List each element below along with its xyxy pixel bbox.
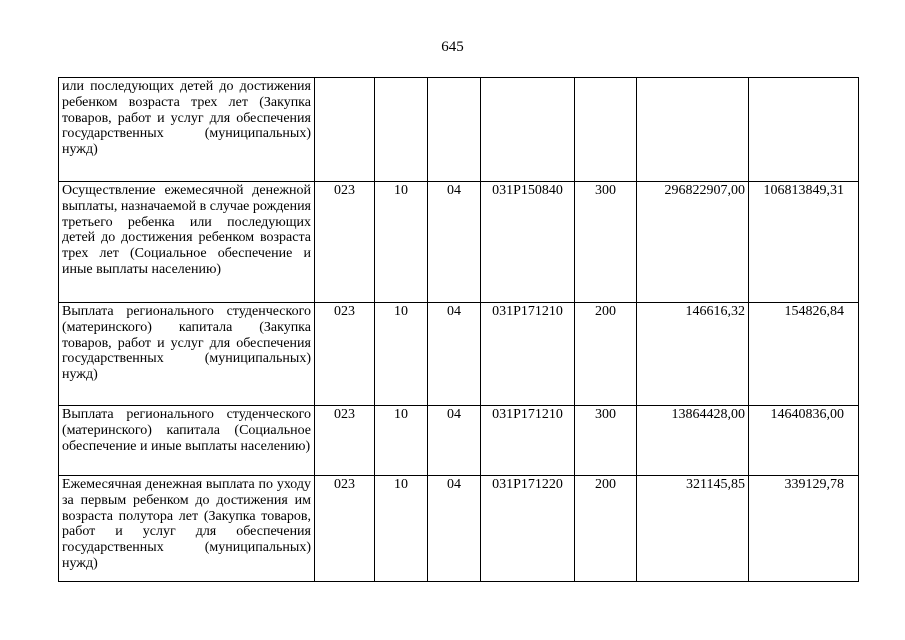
row-description: Осуществление ежемесячной денежной выплаты, назначаемой в случае рождения третьего ребенка или последующих детей до достижения ребенком возраста трех лет (Социальное обеспечение и иные выплаты населению) (59, 182, 315, 303)
row-expense-type: 300 (575, 406, 637, 476)
row-section-code: 10 (375, 476, 428, 582)
row-amount-year-2: 154826,84 (749, 303, 859, 406)
row-ministry-code: 023 (315, 476, 375, 582)
row-description: Выплата регионального студенческого (материнского) капитала (Социальное обеспечение и иные выплаты населению) (59, 406, 315, 476)
row-amount-year-2: 14640836,00 (749, 406, 859, 476)
row-ministry-code: 023 (315, 406, 375, 476)
row-amount-year-2: 339129,78 (749, 476, 859, 582)
table-row (59, 78, 859, 182)
row-expense-type: 300 (575, 182, 637, 303)
row-section-code: 10 (375, 406, 428, 476)
row-target-article: 031P171220 (481, 476, 575, 582)
row-target-article: 031P171210 (481, 303, 575, 406)
row-amount-year-2: 106813849,31 (749, 182, 859, 303)
row-ministry-code: 023 (315, 303, 375, 406)
row-target-article: 031P171210 (481, 406, 575, 476)
row-target-article (481, 78, 575, 182)
row-subsection-code: 04 (428, 303, 481, 406)
row-amount-year-1: 146616,32 (637, 303, 749, 406)
table-row (59, 406, 859, 476)
table-row (59, 476, 859, 582)
row-subsection-code (428, 78, 481, 182)
row-ministry-code: 023 (315, 182, 375, 303)
row-description: Ежемесячная денежная выплата по уходу за первым ребенком до достижения им возраста полутора лет (Закупка товаров, работ и услуг для обеспечения государственных (муниципальных) нужд) (59, 476, 315, 582)
row-section-code (375, 78, 428, 182)
row-amount-year-2 (749, 78, 859, 182)
row-section-code: 10 (375, 303, 428, 406)
row-amount-year-1: 321145,85 (637, 476, 749, 582)
row-expense-type: 200 (575, 476, 637, 582)
row-expense-type (575, 78, 637, 182)
row-subsection-code: 04 (428, 476, 481, 582)
row-description: или последующих детей до достижения ребенком возраста трех лет (Закупка товаров, работ и услуг для обеспечения государственных (муниципальных) нужд) (59, 78, 315, 182)
row-subsection-code: 04 (428, 406, 481, 476)
row-subsection-code: 04 (428, 182, 481, 303)
row-description: Выплата регионального студенческого (материнского) капитала (Закупка товаров, работ и услуг для обеспечения государственных (муниципальных) нужд) (59, 303, 315, 406)
row-target-article: 031P150840 (481, 182, 575, 303)
budget-table (58, 77, 859, 582)
row-ministry-code (315, 78, 375, 182)
row-amount-year-1: 13864428,00 (637, 406, 749, 476)
row-amount-year-1 (637, 78, 749, 182)
row-section-code: 10 (375, 182, 428, 303)
table-row (59, 303, 859, 406)
table-row (59, 182, 859, 303)
page-number: 645 (441, 39, 464, 55)
row-amount-year-1: 296822907,00 (637, 182, 749, 303)
row-expense-type: 200 (575, 303, 637, 406)
